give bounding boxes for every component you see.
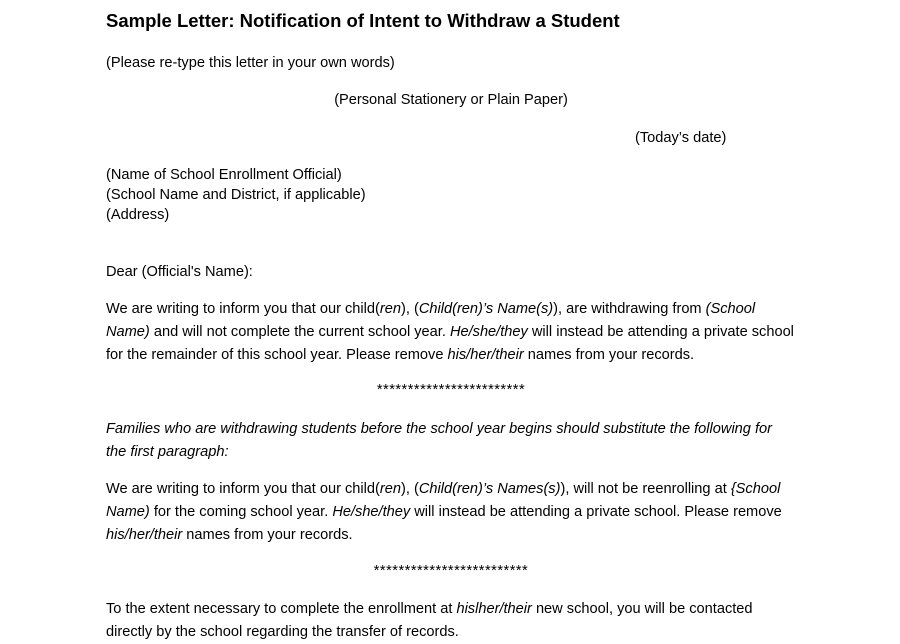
paragraph-text: ), ( [400, 301, 419, 317]
placeholder-text: ren [379, 301, 401, 317]
paragraph-text: We are writing to inform you that our child( [106, 481, 380, 497]
paragraph-records-transfer [106, 598, 796, 644]
salutation: Dear (Official's Name): [106, 264, 253, 280]
letter-title: Sample Letter: Notification of Intent to Withdraw a Student [106, 10, 620, 31]
placeholder-text: He/she/they [332, 504, 411, 520]
placeholder-text: ren [379, 481, 401, 497]
paragraph-text: names from your records. [523, 347, 695, 363]
placeholder-text: {School Name) [106, 481, 781, 520]
letter-page [106, 0, 796, 640]
address-line: (Address) [106, 207, 170, 223]
paragraph-text: will instead be attending a private school. Please remove [410, 504, 782, 520]
paragraph-text: ), are withdrawing from [553, 301, 706, 317]
placeholder-text: his/her/their [106, 527, 183, 543]
date-placeholder: (Today’s date) [635, 130, 727, 146]
school-name-line: (School Name and District, if applicable) [106, 187, 366, 203]
placeholder-text: (School Name) [106, 301, 756, 340]
stationery-note: (Personal Stationery or Plain Paper) [334, 92, 568, 108]
placeholder-text: Child(ren)’s Names(s) [418, 481, 561, 497]
separator: ************************ [376, 382, 526, 398]
paragraph-text: names from your records. [182, 527, 353, 543]
paragraph-withdrawal [106, 298, 796, 367]
paragraph-not-reenrolling [106, 478, 796, 547]
placeholder-text: hislher/their [456, 601, 532, 617]
paragraph-text: new school, you will be contacted directly by the school regarding the transfer of records. [106, 601, 753, 640]
paragraph-text: We are writing to inform you that our child( [106, 301, 380, 317]
official-name-line: (Name of School Enrollment Official) [106, 167, 342, 183]
placeholder-text: his/her/their [447, 347, 524, 363]
separator: ************************* [373, 563, 529, 579]
paragraph-text: for the coming school year. [149, 504, 333, 520]
paragraph-text: and will not complete the current school year. [149, 324, 450, 340]
retype-instruction: (Please re-type this letter in your own words) [106, 55, 395, 71]
paragraph-text: ), will not be reenrolling at [560, 481, 731, 497]
placeholder-text: Child(ren)’s Name(s) [418, 301, 554, 317]
paragraph-text: ), ( [400, 481, 419, 497]
paragraph-text: will instead be attending a private school for the remainder of this school year. Please remove [106, 324, 794, 363]
substitute-note: Families who are withdrawing students before the school year begins should substitute the following for the first paragraph: [106, 421, 773, 460]
placeholder-text: He/she/they [449, 324, 528, 340]
paragraph-text: To the extent necessary to complete the enrollment at [106, 601, 457, 617]
